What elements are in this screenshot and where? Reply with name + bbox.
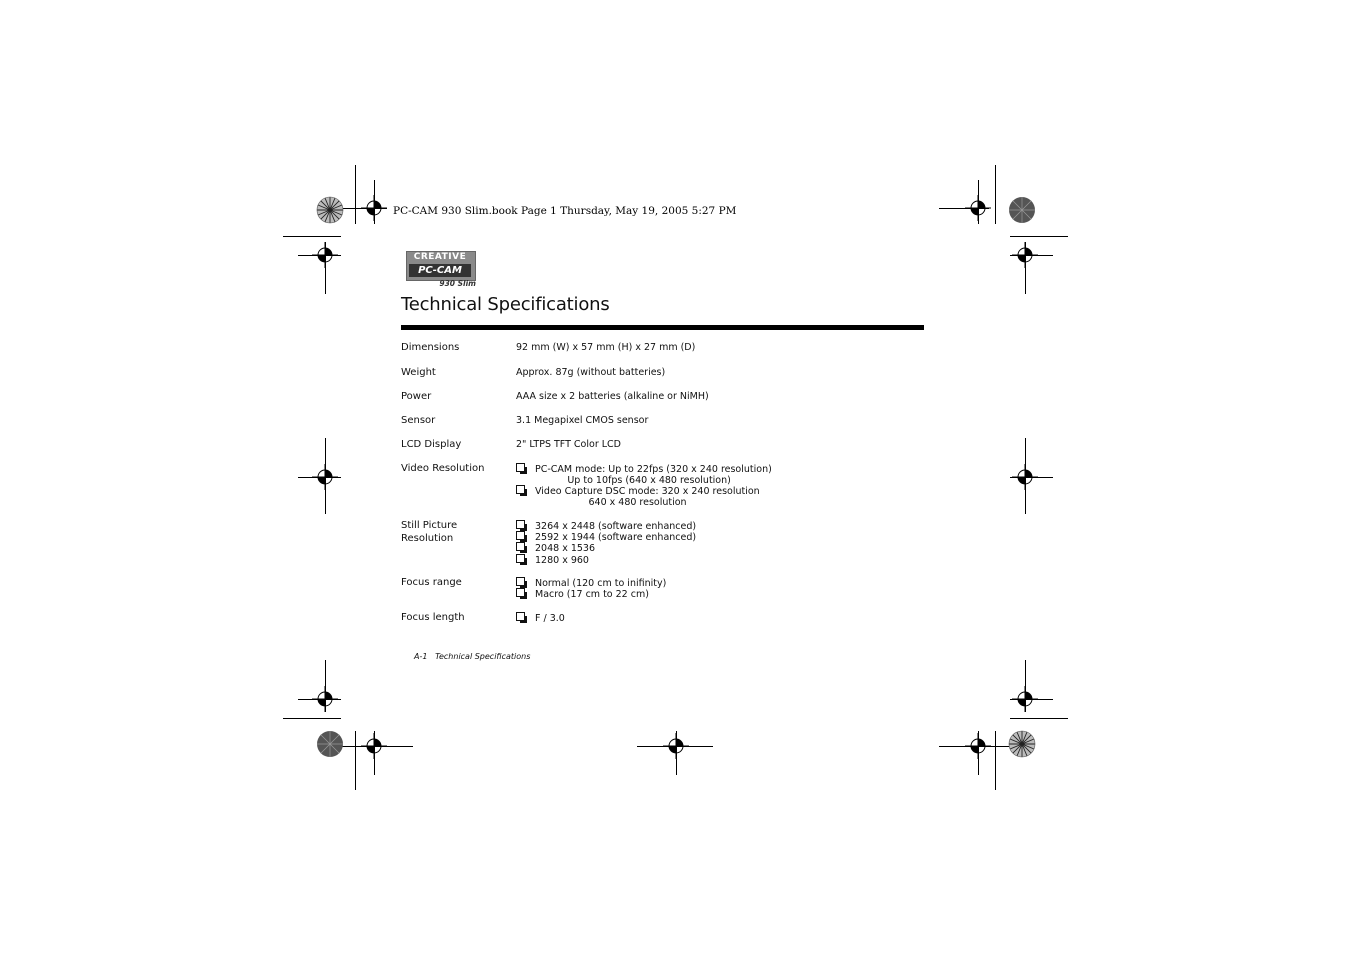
spec-label-focus-range: Focus range <box>401 577 462 588</box>
starburst-target-icon <box>1008 730 1036 758</box>
spec-value-weight: Approx. 87g (without batteries) <box>516 367 666 378</box>
trim-line <box>355 165 356 224</box>
crosshair-arm <box>337 746 413 747</box>
logo-model-text: 930 Slim <box>439 279 476 288</box>
checkbox-bullet-icon <box>516 520 525 529</box>
crosshair-arm <box>325 438 326 514</box>
crosshair-arm <box>298 477 341 478</box>
checkbox-bullet-icon <box>516 542 525 551</box>
checkbox-bullet-icon <box>516 554 525 563</box>
spec-label-lcd-display: LCD Display <box>401 439 462 450</box>
spec-list-item: Normal (120 cm to inifinity) <box>516 577 666 589</box>
title-rule <box>401 325 924 330</box>
crosshair-arm <box>978 180 979 224</box>
crosshair-arm <box>637 746 713 747</box>
spec-value-sensor: 3.1 Megapixel CMOS sensor <box>516 415 649 426</box>
spec-label-still-picture-resolution: Still Picture Resolution <box>401 520 458 544</box>
crosshair-arm <box>325 242 326 294</box>
checkbox-bullet-icon <box>516 485 525 494</box>
logo-product-text: PC-CAM <box>418 265 462 276</box>
spec-list-item: F / 3.0 <box>516 612 565 624</box>
crosshair-arm <box>1010 477 1053 478</box>
crosshair-arm <box>939 746 1015 747</box>
starburst-target-icon <box>316 730 344 758</box>
spec-label-sensor: Sensor <box>401 415 436 426</box>
crosshair-arm <box>939 208 989 209</box>
trim-line <box>995 165 996 224</box>
page-footer: A-1 Technical Specifications <box>414 652 531 661</box>
spec-label-focus-length: Focus length <box>401 612 465 623</box>
spec-list-item: 2048 x 1536 <box>516 542 595 554</box>
crosshair-arm <box>374 180 375 224</box>
logo-brand-text: CREATIVE <box>413 252 467 262</box>
spec-value-lcd-display: 2" LTPS TFT Color LCD <box>516 439 621 450</box>
trim-line <box>1010 236 1068 237</box>
trim-line <box>995 731 996 790</box>
checkbox-bullet-icon <box>516 612 525 621</box>
crosshair-arm <box>298 699 341 700</box>
crosshair-arm <box>1010 699 1053 700</box>
spec-list-item: PC-CAM mode: Up to 22fps (320 x 240 resolution) Up to 10fps (640 x 480 resolution) <box>516 463 772 487</box>
trim-line <box>1010 718 1068 719</box>
creative-pc-cam-logo <box>406 251 476 289</box>
spec-value-dimensions: 92 mm (W) x 57 mm (H) x 27 mm (D) <box>516 342 696 353</box>
crosshair-arm <box>374 731 375 775</box>
crosshair-arm <box>337 208 387 209</box>
spec-label-weight: Weight <box>401 367 436 378</box>
checkbox-bullet-icon <box>516 463 525 472</box>
checkbox-bullet-icon <box>516 588 525 597</box>
trim-line <box>355 731 356 790</box>
starburst-target-icon <box>316 196 344 224</box>
trim-line <box>283 236 341 237</box>
crosshair-arm <box>1010 255 1053 256</box>
spec-list-item: 3264 x 2448 (software enhanced) <box>516 520 696 532</box>
spec-value-power: AAA size x 2 batteries (alkaline or NiMH) <box>516 391 709 402</box>
crosshair-arm <box>1025 438 1026 514</box>
spec-list-item: 2592 x 1944 (software enhanced) <box>516 531 696 543</box>
spec-list-item: Video Capture DSC mode: 320 x 240 resolution 640 x 480 resolution <box>516 485 760 509</box>
crosshair-arm <box>325 660 326 712</box>
crosshair-arm <box>978 731 979 775</box>
spec-label-dimensions: Dimensions <box>401 342 460 353</box>
book-header-stamp: PC-CAM 930 Slim.book Page 1 Thursday, May 19, 2005 5:27 PM <box>393 205 737 217</box>
crosshair-arm <box>1025 242 1026 294</box>
crosshair-arm <box>1025 660 1026 712</box>
spec-list-item: Macro (17 cm to 22 cm) <box>516 588 649 600</box>
trim-line <box>283 718 341 719</box>
crosshair-arm <box>676 731 677 775</box>
spec-label-power: Power <box>401 391 432 402</box>
starburst-target-icon <box>1008 196 1036 224</box>
checkbox-bullet-icon <box>516 531 525 540</box>
crosshair-arm <box>298 255 341 256</box>
spec-list-item: 1280 x 960 <box>516 554 589 566</box>
checkbox-bullet-icon <box>516 577 525 586</box>
page-title: Technical Specifications <box>401 294 610 315</box>
spec-label-video-resolution: Video Resolution <box>401 463 485 474</box>
